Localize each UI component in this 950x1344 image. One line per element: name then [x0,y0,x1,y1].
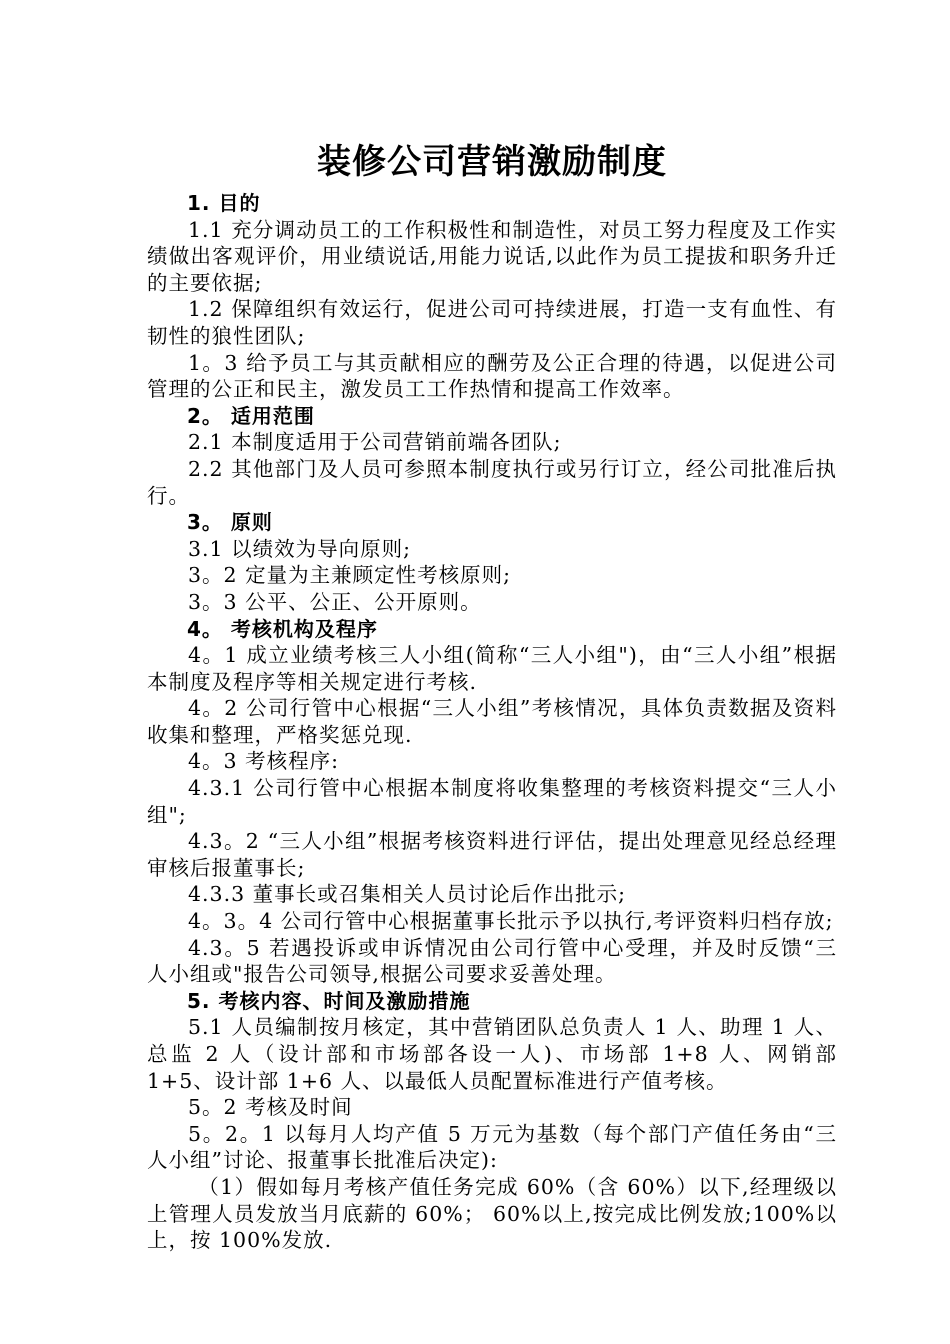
paragraph: （1）假如每月考核产值任务完成 60%（含 60%）以下,经理级以上管理人员发放当月底薪的 60%； 60%以上,按完成比例发放;100%以上，按 100%发放. [147,1174,837,1253]
paragraph: 2.1 本制度适用于公司营销前端各团队; [188,430,562,455]
section-heading: 1. 目的 [187,191,261,215]
paragraph: 4。2 公司行管中心根据“三人小组”考核情况，具体负责数据及资料收集和整理，严格奖惩兑现. [147,696,837,747]
paragraph: 4.3.3 董事长或召集相关人员讨论后作出批示; [188,882,627,907]
paragraph: 3.1 以绩效为导向原则; [188,536,412,561]
paragraph: 4.3.1 公司行管中心根据本制度将收集整理的考核资料提交“三人小组"; [147,776,837,827]
paragraph: 3。2 定量为主兼顾定性考核原则; [188,563,512,588]
paragraph: 1.2 保障组织有效运行，促进公司可持续进展，打造一支有血性、有韧性的狼性团队; [147,297,837,348]
paragraph: 4。3 考核程序: [188,749,340,774]
paragraph: 5.1 人员编制按月核定，其中营销团队总负责人 1 人、助理 1 人、总监 2 人（设计部和市场部各设一人)、市场部 1+8 人、网销部 1+5、设计部 1+6 人、以最低人员配置标准进行产值考核。 [147,1015,837,1093]
paragraph: 4.3。5 若遇投诉或申诉情况由公司行管中心受理，并及时反馈“三人小组或"报告公司领导,根据公司要求妥善处理。 [147,935,837,987]
paragraph: 4。3。4 公司行管中心根据董事长批示予以执行,考评资料归档存放; [188,909,834,934]
paragraph: 3。3 公平、公正、公开原则。 [188,589,482,614]
document-page [147,140,837,1254]
paragraph: 4。1 成立业绩考核三人小组(简称“三人小组")，由“三人小组”根据本制度及程序等相关规定进行考核. [147,643,837,694]
paragraph: 2.2 其他部门及人员可参照本制度执行或另行订立，经公司批准后执行。 [147,456,837,508]
section-principles [147,509,837,615]
section-heading: 5. 考核内容、时间及激励措施 [187,988,471,1013]
section-assessment-body [147,616,837,988]
paragraph: 5。2。1 以每月人均产值 5 万元为基数（每个部门产值任务由“三人小组”讨论、报董事长批准后决定): [147,1121,837,1173]
paragraph: 1.1 充分调动员工的工作积极性和制造性，对员工努力程度及工作实绩做出客观评价，用业绩说话,用能力说话,以此作为员工提拔和职务升迁的主要依据; [147,217,837,295]
section-assessment-content [147,988,837,1254]
paragraph: 1。3 给予员工与其贡献相应的酬劳及公正合理的待遇，以促进公司管理的公正和民主，激发员工工作热情和提高工作效率。 [147,350,837,402]
document-title: 装修公司营销激励制度 [317,142,667,182]
paragraph: 4.3。2 “三人小组”根据考核资料进行评估，提出处理意见经总经理审核后报董事长; [147,829,837,880]
paragraph: 5。2 考核及时间 [188,1095,353,1120]
section-heading: 4。 考核机构及程序 [187,616,378,641]
section-heading: 2。 适用范围 [187,403,315,428]
section-purpose [147,190,837,403]
section-heading: 3。 原则 [187,510,273,535]
section-scope [147,403,837,509]
